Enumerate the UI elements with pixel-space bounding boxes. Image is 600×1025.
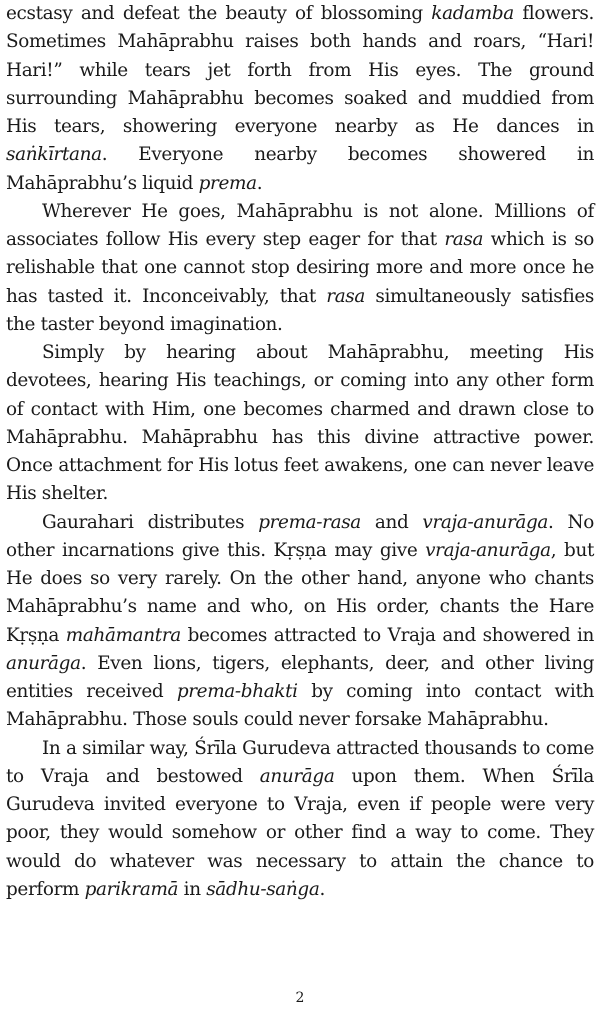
italic-term: parikramā	[84, 878, 179, 900]
paragraph-continuation	[6, 0, 594, 198]
paragraph-attraction	[6, 339, 594, 509]
italic-term: prema	[198, 172, 257, 194]
text-run: .	[319, 878, 325, 900]
text-run: . Even lions, tigers, elephants, deer, and other living entities received	[6, 652, 594, 702]
text-run: Wherever He goes, Mahāprabhu is not alone. Millions of associates follow His every step eager for that	[6, 200, 594, 250]
text-run: Gaurahari distributes	[42, 511, 259, 533]
text-run: becomes attracted to Vraja and showered in	[180, 624, 595, 646]
italic-term: prema-bhakti	[176, 681, 298, 702]
italic-term: kadamba	[431, 3, 514, 24]
text-run: .	[256, 172, 263, 194]
italic-term: mahāmantra	[65, 624, 181, 646]
italic-term: vraja-anurāga	[422, 511, 549, 533]
paragraph-gurudeva	[6, 735, 594, 905]
text-run: . Everyone nearby becomes showered in Mahāprabhu’s liquid	[6, 144, 594, 194]
paragraph-gaurahari	[6, 509, 594, 735]
italic-term: anurāga	[6, 652, 81, 674]
page-number: 2	[295, 990, 305, 1006]
italic-term: sādhu-saṅga	[206, 878, 320, 900]
text-run: ecstasy and defeat the beauty of blossoming	[6, 3, 432, 24]
text-run: by coming into contact with Mahāprabhu. Those souls could never forsake Mahāprabhu.	[6, 681, 594, 731]
italic-term: vraja-anurāga	[425, 539, 551, 561]
text-run: upon them. When Śrīla Gurudeva invited everyone to Vraja, even if people were very poor, they would somehow or other find a way to come. They would do whatever was necessary to attain the chance to perform	[6, 765, 594, 900]
text-run: simultaneously satisfies the taster beyond imagination.	[6, 285, 594, 335]
italic-term: rasa	[444, 229, 484, 250]
text-run: In a similar way, Śrīla Gurudeva attracted thousands to come to Vraja and bestowed	[6, 737, 594, 787]
text-run: which is so relishable that one cannot stop desiring more and more once he has tasted it. Inconceivably, that	[6, 229, 594, 307]
italic-term: saṅkīrtana	[6, 144, 102, 166]
text-run: flowers. Sometimes Mahāprabhu raises both hands and roars, “Hari! Hari!” while tears jet forth from His eyes. The ground surrounding Mahāprabhu becomes soaked and muddied from His tears, showering everyone nearby as He dances in	[6, 3, 594, 137]
text-run: and	[360, 511, 423, 533]
paragraph-associates	[6, 198, 594, 339]
text-run: . No other incarnations give this. Kṛṣṇa may give	[6, 511, 594, 561]
text-run: , but He does so very rarely. On the other hand, anyone who chants Mahāprabhu’s name and who, on His order, chants the Hare Kṛṣṇa	[6, 539, 594, 646]
italic-term: anurāga	[259, 765, 335, 787]
body-text	[6, 0, 594, 904]
italic-term: rasa	[326, 285, 366, 307]
italic-term: prema-rasa	[258, 511, 361, 533]
text-run: Simply by hearing about Mahāprabhu, meeting His devotees, hearing His teachings, or coming into any other form of contact with Him, one becomes charmed and drawn close to Mahāprabhu. Mahāprabhu has this divine attractive power. Once attachment for His lotus feet awakens, one can never leave His shelter.	[6, 342, 594, 505]
text-run: in	[178, 878, 207, 900]
